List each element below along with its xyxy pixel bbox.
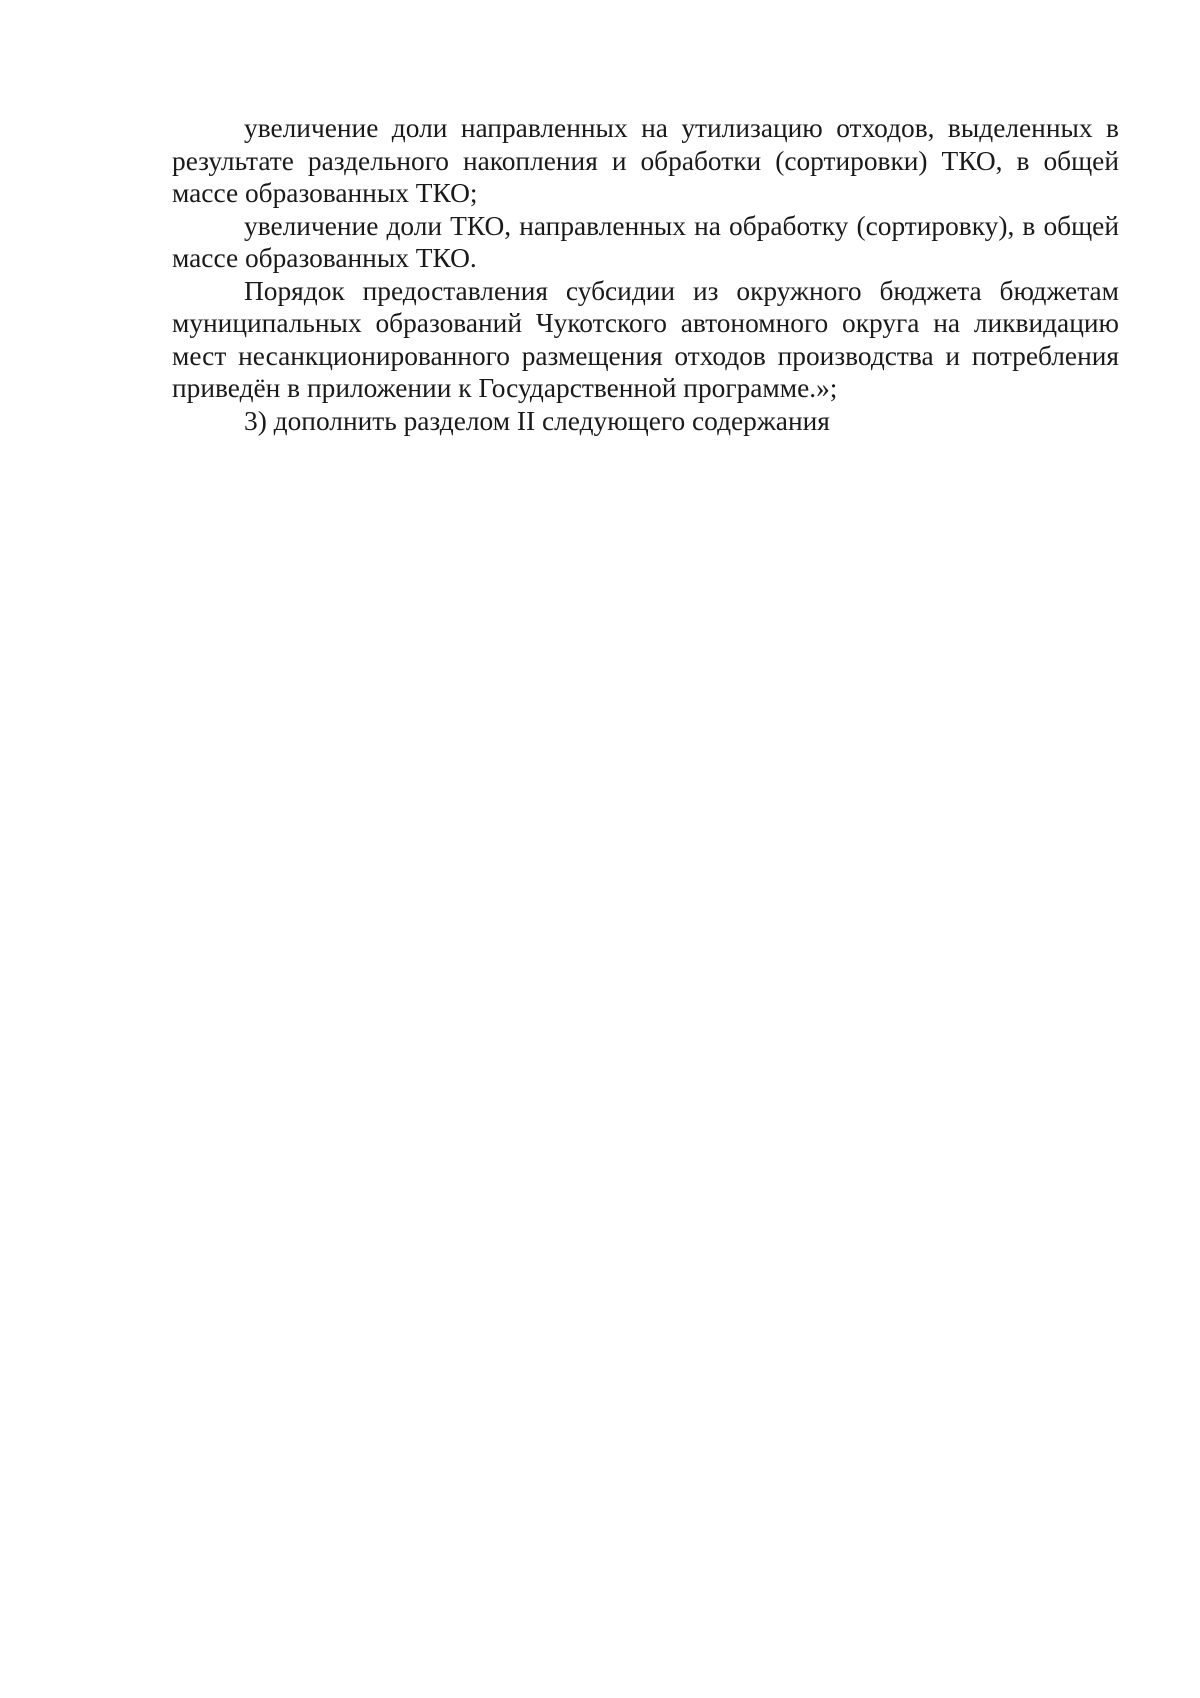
paragraph-amendment-item-3: 3) дополнить разделом II следующего содержания [244,405,830,436]
paragraph-subsidy-procedure: Порядок предоставления субсидии из окружного бюджета бюджетам муниципальных образований Чукотского автономного округа на ликвидацию мест несанкционированного размещения отходов производства и потребления приведён в приложении к Государственной программе.»; [172,275,1119,403]
paragraph-utilization-share: увеличение доли направленных на утилизацию отходов, выделенных в результате раздельного накопления и обработки (сортировки) ТКО, в общей массе образованных ТКО; [172,113,1119,208]
paragraph-processing-share: увеличение доли ТКО, направленных на обработку (сортировку), в общей массе образованных ТКО. [172,210,1119,273]
document-body [172,112,1119,437]
